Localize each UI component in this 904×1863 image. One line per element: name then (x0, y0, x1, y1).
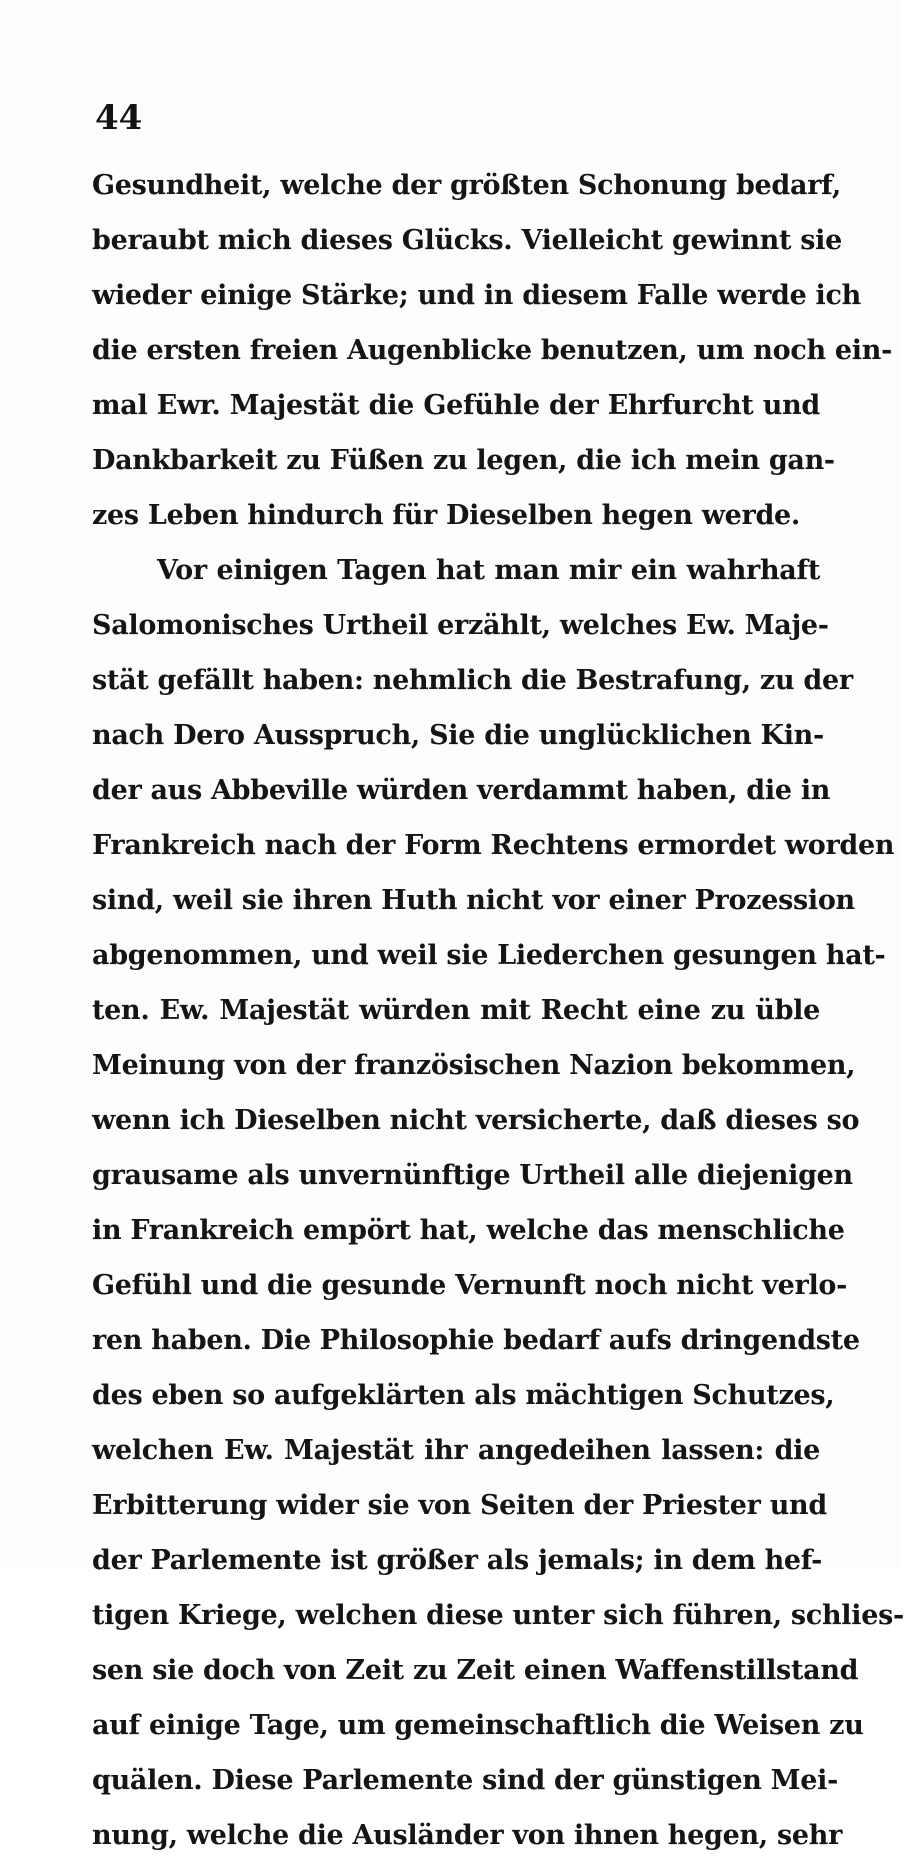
body-text (92, 158, 904, 1863)
text-line: quälen. Diese Parlemente sind der günstigen Mei- (92, 1765, 838, 1796)
text-line: Dankbarkeit zu Füßen zu legen, die ich mein gan- (92, 445, 835, 476)
text-line: Gesundheit, welche der größten Schonung bedarf, (92, 170, 841, 201)
text-line: in Frankreich empört hat, welche das menschliche (92, 1215, 845, 1246)
text-line: die ersten freien Augenblicke benutzen, um noch ein- (92, 335, 892, 366)
text-line: der Parlemente ist größer als jemals; in dem hef- (92, 1545, 823, 1576)
text-line: ten. Ew. Majestät würden mit Recht eine zu üble (92, 995, 820, 1026)
text-line: wenn ich Dieselben nicht versicherte, daß dieses so (92, 1105, 860, 1136)
text-line: zes Leben hindurch für Dieselben hegen werde. (92, 500, 801, 531)
text-line: des eben so aufgeklärten als mächtigen Schutzes, (92, 1380, 835, 1411)
text-line: stät gefällt haben: nehmlich die Bestrafung, zu der (92, 665, 853, 696)
text-line: sind, weil sie ihren Huth nicht vor einer Prozession (92, 885, 855, 916)
text-line: der aus Abbeville würden verdammt haben, die in (92, 775, 831, 806)
text-line: ren haben. Die Philosophie bedarf aufs dringendste (92, 1325, 860, 1356)
text-line: mal Ewr. Majestät die Gefühle der Ehrfurcht und (92, 390, 820, 421)
text-line: welchen Ew. Majestät ihr angedeihen lassen: die (92, 1435, 820, 1466)
text-line: Frankreich nach der Form Rechtens ermordet worden (92, 830, 895, 861)
text-line: nung, welche die Ausländer von ihnen hegen, sehr (92, 1820, 843, 1851)
text-line: abgenommen, und weil sie Liederchen gesungen hat- (92, 940, 886, 971)
text-line: Vor einigen Tagen hat man mir ein wahrhaft (157, 555, 820, 586)
text-line: beraubt mich dieses Glücks. Vielleicht gewinnt sie (92, 225, 842, 256)
text-line: auf einige Tage, um gemeinschaftlich die Weisen zu (92, 1710, 864, 1741)
text-line: tigen Kriege, welchen diese unter sich führen, schlies- (92, 1600, 904, 1631)
text-line: Gefühl und die gesunde Vernunft noch nicht verlo- (92, 1270, 848, 1301)
text-line: nach Dero Ausspruch, Sie die unglücklichen Kin- (92, 720, 824, 751)
text-line: grausame als unvernünftige Urtheil alle diejenigen (92, 1160, 853, 1191)
page-number: 44 (95, 98, 143, 138)
text-line: Meinung von der französischen Nazion bekommen, (92, 1050, 856, 1081)
text-line: wieder einige Stärke; und in diesem Falle werde ich (92, 280, 861, 311)
text-line: Salomonisches Urtheil erzählt, welches Ew. Maje- (92, 610, 829, 641)
text-line: sen sie doch von Zeit zu Zeit einen Waffenstillstand (92, 1655, 859, 1686)
text-line: Erbitterung wider sie von Seiten der Priester und (92, 1490, 827, 1521)
